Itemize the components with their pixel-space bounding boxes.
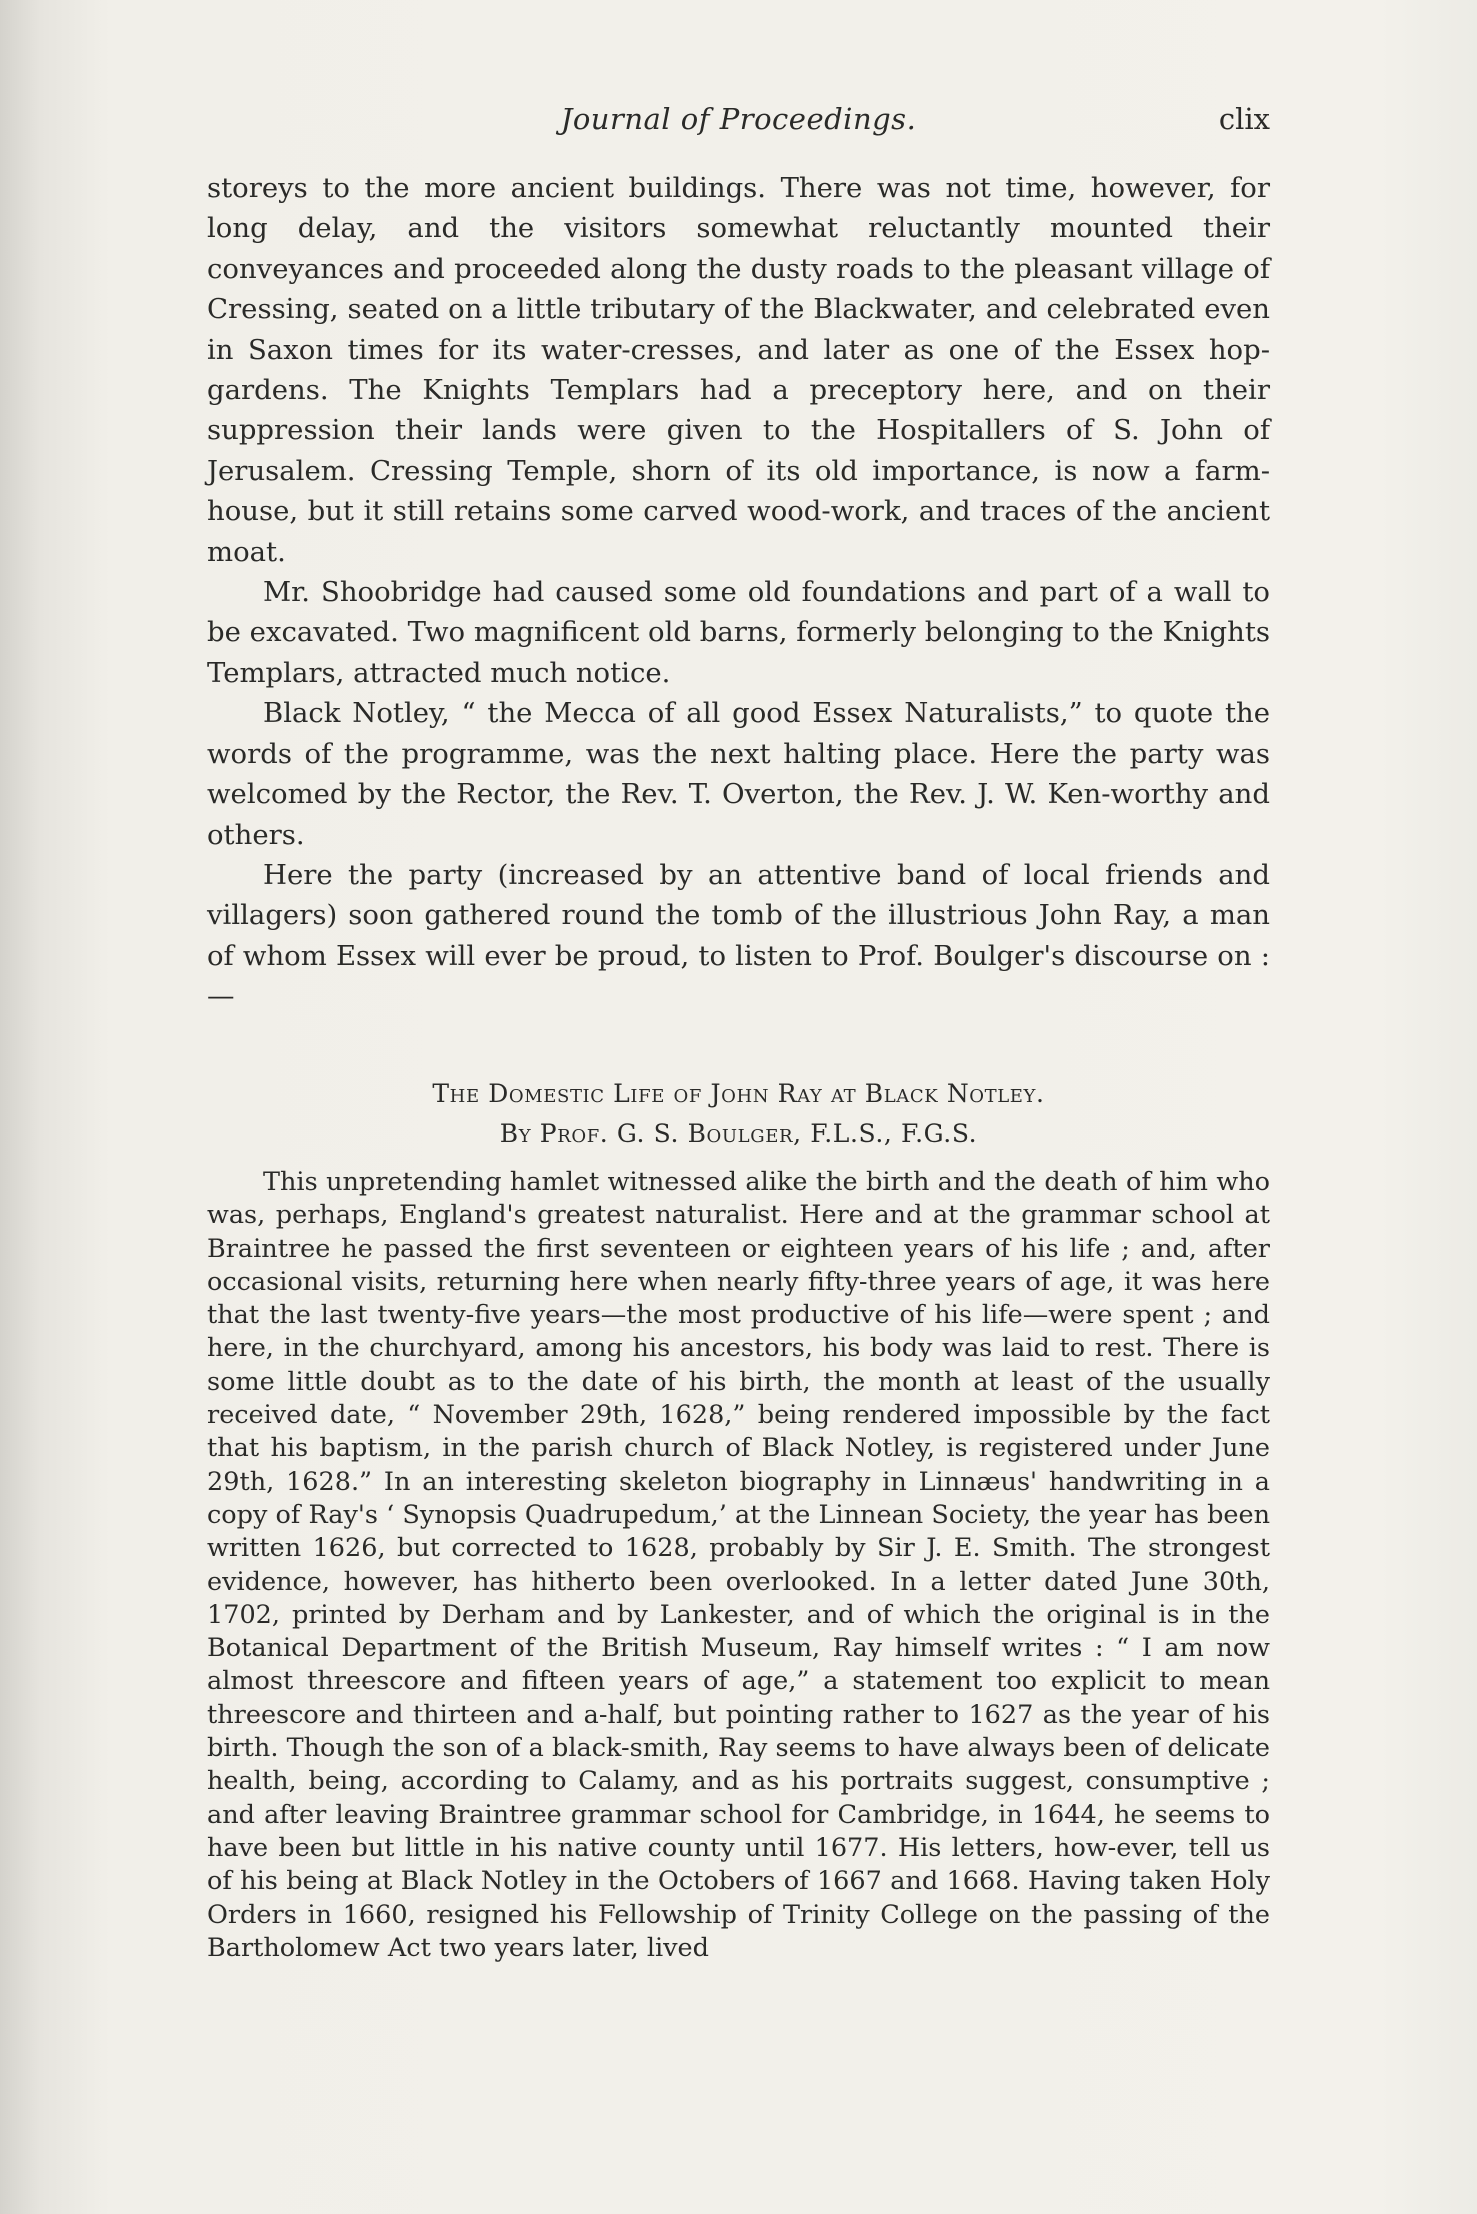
paragraph-ray-tomb: Here the party (increased by an attentive band of local friends and villagers) soon gathered round the tomb of the illustrious John Ray, a man of whom Essex will ever be proud, to listen to Prof. Boulger's discourse on :— (207, 858, 1270, 1013)
article-body: This unpretending hamlet witnessed alike the birth and the death of him who was, perhaps, England's greatest naturalist. Here and at the grammar school at Braintree he passed the first seventeen or eighteen years of his life ; and, after occasional visits, returning here when nearly fifty-three years of age, it was here that the last twenty-five years—the most productive of his life—were spent ; and here, in the churchyard, among his ancestors, his body was laid to rest. There is some little doubt as to the date of his birth, the month at least of the usually received date, “ November 29th, 1628,” being rendered impossible by the fact that his baptism, in the parish church of Black Notley, is registered under June 29th, 1628.” In an interesting skeleton biography in Linnæus' handwriting in a copy of Ray's ‘ Synopsis Quadrupedum,’ at the Linnean Society, the year has been written 1626, but corrected to 1628, probably by Sir J. E. Smith. The strongest evidence, however, has hitherto been overlooked. In a letter dated June 30th, 1702, printed by Derham and by Lankester, and of which the original is in the Botanical Department of the British Museum, Ray himself writes : “ I am now almost threescore and fifteen years of age,” a statement too explicit to mean threescore and thirteen and a-half, but pointing rather to 1627 as the year of his birth. Though the son of a black-smith, Ray seems to have always been of delicate health, being, according to Calamy, and as his portraits suggest, consumptive ; and after leaving Braintree grammar school for Cambridge, in 1644, he seems to have been but little in his native county until 1677. His letters, how-ever, tell us of his being at Black Notley in the Octobers of 1667 and 1668. Having taken Holy Orders in 1660, resigned his Fellowship of Trinity College on the passing of the Bartholomew Act two years later, lived (207, 1167, 1270, 1963)
article-byline: By Prof. G. S. Boulger, F.L.S., F.G.S. (499, 1119, 978, 1148)
paragraph-shoobridge: Mr. Shoobridge had caused some old foundations and part of a wall to be excavated. Two magnificent old barns, formerly belonging to the Knights Templars, attracted much notice. (207, 576, 1270, 689)
article-heading (207, 1074, 1270, 1154)
paragraph-cressing: storeys to the more ancient buildings. There was not time, however, for long delay, and the visitors somewhat reluctantly mounted their conveyances and proceeded along the dusty roads to the pleasant village of Cressing, seated on a little tributary of the Blackwater, and celebrated even in Saxon times for its water-cresses, and later as one of the Essex hop-gardens. The Knights Templars had a preceptory here, and on their suppression their lands were given to the Hospitallers of S. John of Jerusalem. Cressing Temple, shorn of its old importance, is now a farm-house, but it still retains some carved wood-work, and traces of the ancient moat. (207, 172, 1270, 568)
page-header (207, 102, 1270, 150)
paragraph-black-notley: Black Notley, “ the Mecca of all good Essex Naturalists,” to quote the words of the programme, was the next halting place. Here the party was welcomed by the Rector, the Rev. T. Overton, the Rev. J. W. Ken-worthy and others. (207, 697, 1270, 851)
page-number: clix (1218, 102, 1270, 136)
proceedings-text (207, 168, 1270, 1017)
running-title: Journal of Proceedings. (560, 102, 917, 136)
article-title: The Domestic Life of John Ray at Black Notley. (432, 1079, 1045, 1108)
